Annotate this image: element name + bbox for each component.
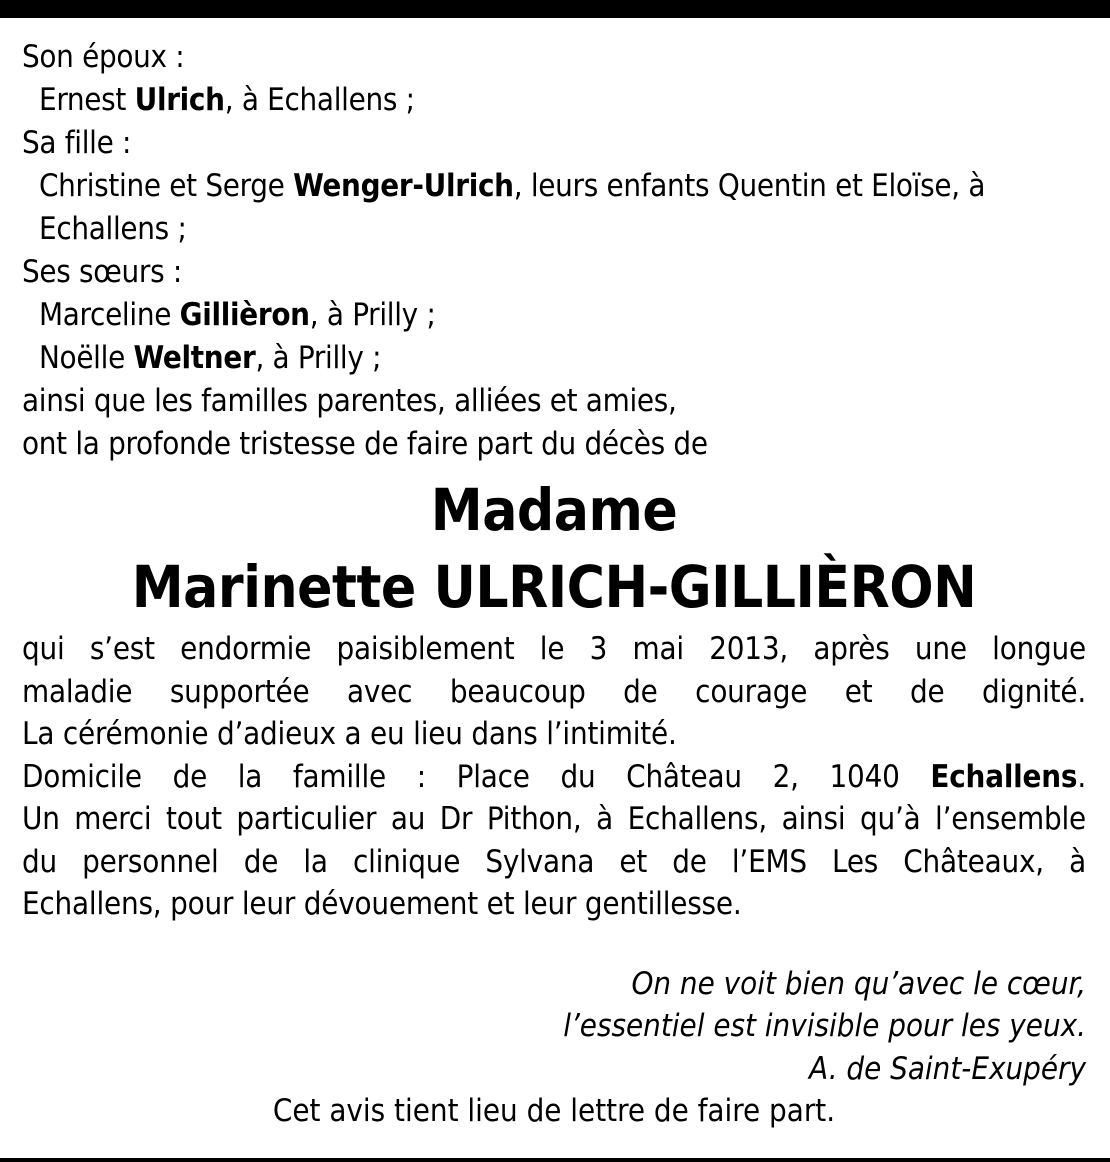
- daughter-line: Christine et Serge Wenger-Ulrich, leurs enfants Quentin et Eloïse, à: [39, 168, 986, 204]
- sister-2-surname: Weltner: [133, 340, 256, 376]
- relatives-line: ainsi que les familles parentes, alliées et amies,: [22, 383, 677, 419]
- sisters-heading: Ses sœurs :: [22, 254, 182, 290]
- spouse-surname: Ulrich: [134, 82, 225, 118]
- thanks-line-3: Echallens, pour leur dévouement et leur gentillesse.: [22, 886, 742, 922]
- sister-1-line: Marceline Gillièron, à Prilly ;: [39, 297, 436, 333]
- daughter-surname: Wenger-Ulrich: [293, 168, 514, 204]
- body-line-2: maladie supportée avec beaucoup de courage et de dignité.: [22, 673, 1086, 710]
- thanks-line-1: Un merci tout particulier au Dr Pithon, à Echallens, ainsi qu’à l’ensemble: [22, 801, 1086, 837]
- thanks-line-2: du personnel de la clinique Sylvana et de l’EMS Les Châteaux, à: [22, 843, 1086, 880]
- body-line-3: La cérémonie d’adieux a eu lieu dans l’intimité.: [22, 716, 677, 752]
- spouse-line: Ernest Ulrich, à Echallens ;: [39, 82, 415, 118]
- deceased-name-block: [22, 472, 1086, 626]
- deceased-title: Madame: [430, 476, 678, 544]
- sister-2-line: Noëlle Weltner, à Prilly ;: [39, 340, 382, 376]
- body-line-1: qui s’est endormie paisiblement le 3 mai 2013, après une longue: [22, 631, 1086, 667]
- announcement-line: ont la profonde tristesse de faire part du décès de: [22, 426, 708, 462]
- daughter-heading: Sa fille :: [22, 125, 132, 161]
- domicile-line: Domicile de la famille : Place du Château 2, 1040 Echallens.: [22, 758, 1086, 795]
- spouse-heading: Son époux :: [22, 39, 185, 75]
- quote-line-1: On ne voit bien qu’avec le cœur,: [631, 965, 1086, 1002]
- bottom-border-rule: [0, 1158, 1110, 1162]
- domicile-town: Echallens: [930, 758, 1078, 795]
- sister-1-surname: Gillièron: [179, 297, 310, 333]
- daughter-line-cont: Echallens ;: [39, 211, 187, 247]
- obituary-notice: [22, 36, 1086, 1133]
- quote-author: A. de Saint-Exupéry: [809, 1050, 1086, 1087]
- deceased-name: Marinette ULRICH-GILLIÈRON: [131, 553, 977, 621]
- footer-note: Cet avis tient lieu de lettre de faire part.: [272, 1093, 836, 1129]
- quote-line-2: l’essentiel est invisible pour les yeux.: [563, 1008, 1086, 1044]
- top-border-rule: [0, 0, 1110, 18]
